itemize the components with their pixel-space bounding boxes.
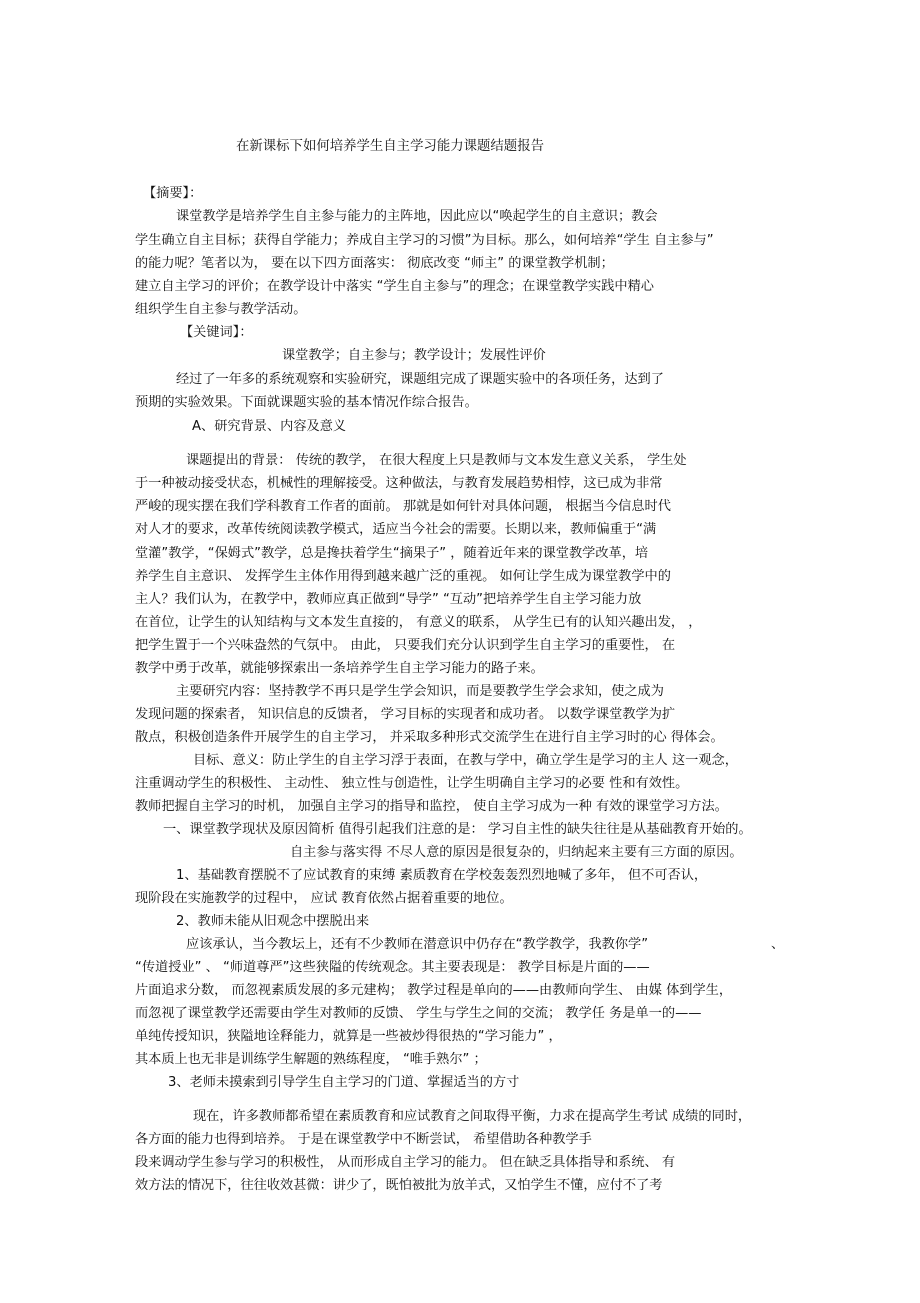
text-line: 教学中勇于改革，就能够探索出一条培养学生自主学习能力的路子来。 xyxy=(135,661,544,676)
text-line: 主人？我们认为，在教学中，教师应真正做到“导学” “互动”把培养学生自主学习能力放 xyxy=(135,592,642,607)
text-line: 课堂教学是培养学生自主参与能力的主阵地，因此应以“唤起学生的自主意识；教会 xyxy=(176,209,658,224)
text-line: 、 xyxy=(771,937,785,952)
text-line: 散点，积极创造条件开展学生的自主学习， 并采取多种形式交流学生在进行自主学习时的心 得体会。 xyxy=(135,730,724,745)
text-line: 单纯传授知识，狭隘地诠释能力，就算是一些被炒得很热的“学习能力” ， xyxy=(135,1029,562,1044)
keywords-text: 课堂教学；自主参与；教学设计；发展性评价 xyxy=(282,348,546,363)
text-line: 现阶段在实施教学的过程中， 应试 教育依然占据着重要的地位。 xyxy=(135,891,513,906)
text-line: 注重调动学生的积极性、 主动性、 独立性与创造性，让学生明确自主学习的必要 性和有效性。 xyxy=(135,776,689,791)
text-line: 堂灌”教学，“保姆式”教学，总是搀扶着学生“摘果子” ，随着近年来的课堂教学改革，培 xyxy=(135,546,649,561)
text-line: 1、基础教育摆脱不了应试教育的束缚 素质教育在学校轰轰烈烈地喊了多年， 但不可否认， xyxy=(176,868,708,883)
text-line: 其本质上也无非是训练学生解题的熟练程度， “唯手熟尔” ； xyxy=(135,1052,487,1067)
text-line: 教师把握自主学习的时机， 加强自主学习的指导和监控， 使自主学习成为一种 有效的课堂学习方法。 xyxy=(135,799,728,814)
text-line: 目标、意义：防止学生的自主学习浮于表面，在教与学中，确立学生是学习的主人 这一观念， xyxy=(193,753,738,768)
text-line: 学生确立自主目标；获得自学能力；养成自主学习的习惯”为目标。那么，如何培养“学生 自主参与” xyxy=(135,233,714,248)
text-line: 自主参与落实得 不尽人意的原因是很复杂的，归纳起来主要有三方面的原因。 xyxy=(290,845,743,860)
text-line: 的能力呢？笔者以为， 要在以下四方面落实： 彻底改变 “师主” 的课堂教学机制； xyxy=(135,256,614,271)
section-heading: 一、课堂教学现状及原因简析 值得引起我们注意的是： 学习自主性的缺失往往是从基础教育开始的。 xyxy=(163,822,752,837)
text-line: 段来调动学生参与学习的积极性， 从而形成自主学习的能力。 但在缺乏具体指导和系统、 有 xyxy=(135,1155,676,1170)
text-line: 各方面的能力也得到培养。 于是在课堂教学中不断尝试， 希望借助各种教学手 xyxy=(135,1132,592,1147)
text-line: 经过了一年多的系统观察和实验研究，课题组完成了课题实验中的各项任务，达到了 xyxy=(176,372,664,387)
keywords-heading: 【关键词】： xyxy=(180,325,253,340)
text-line: 应该承认，当今教坛上，还有不少教师在潜意识中仍存在“教学教学，我教你学” xyxy=(186,937,649,952)
text-line: 片面追求分数， 而忽视素质发展的多元建构； 教学过程是单向的——由教师向学生、 由媒 体到学生， xyxy=(135,983,733,998)
section-heading: 2、教师未能从旧观念中摆脱出来 xyxy=(176,914,370,929)
text-line: 建立自主学习的评价；在教学设计中落实 “学生自主参与”的理念；在课堂教学实践中精心 xyxy=(135,279,654,294)
text-line: 把学生置于一个兴味盎然的气氛中。 由此， 只要我们充分认识到学生自主学习的重要性， 在 xyxy=(135,638,676,653)
abstract-heading: 【摘要】： xyxy=(143,186,203,201)
section-heading: A、研究背景、内容及意义 xyxy=(192,419,347,434)
text-line: 对人才的要求，改革传统阅读教学模式，适应当今社会的需要。长期以来，教师偏重于“满 xyxy=(135,522,657,537)
text-line: 养学生自主意识、 发挥学生主体作用得到越来越广泛的重视。 如何让学生成为课堂教学中的 xyxy=(135,569,671,584)
text-line: 组织学生自主参与教学活动。 xyxy=(135,302,307,317)
text-line: 预期的实验效果。下面就课题实验的基本情况作综合报告。 xyxy=(135,395,478,410)
text-line: 效方法的情况下，往往收效甚微：讲少了，既怕被批为放羊式，又怕学生不懂，应付不了考 xyxy=(135,1178,663,1193)
text-line: 严峻的现实摆在我们学科教育工作者的面前。 那就是如何针对具体问题， 根据当今信息时代 xyxy=(135,499,671,514)
text-line: “传道授业” 、 “师道尊严”这些狭隘的传统观念。其主要表现是： 教学目标是片面的—— xyxy=(135,960,650,975)
text-line: 发现问题的探索者， 知识信息的反馈者， 学习目标的实现者和成功者。 以数学课堂教学为扩 xyxy=(135,707,676,722)
text-line: 现在，许多教师都希望在素质教育和应试教育之间取得平衡，力求在提高学生考试 成绩的同时， xyxy=(193,1109,752,1124)
text-line: 于一种被动接受状态，机械性的理解接受。这种做法，与教育发展趋势相悖，这已成为非常 xyxy=(135,476,663,491)
section-heading: 3、老师未摸索到引导学生自主学习的门道、掌握适当的方寸 xyxy=(168,1075,520,1090)
text-line: 主要研究内容：坚持教学不再只是学生学会知识，而是要教学生学会求知，使之成为 xyxy=(176,684,664,699)
report-title: 在新课标下如何培养学生自主学习能力课题结题报告 xyxy=(236,139,544,154)
text-line: 在首位，让学生的认知结构与文本发生直接的， 有意义的联系， 从学生已有的认知兴趣出发， ， xyxy=(135,615,702,630)
text-line: 课题提出的背景： 传统的教学， 在很大程度上只是教师与文本发生意义关系， 学生处 xyxy=(186,453,687,468)
text-line: 而忽视了课堂教学还需要由学生对教师的反馈、 学生与学生之间的交流； 教学任 务是单一的—— xyxy=(135,1006,702,1021)
